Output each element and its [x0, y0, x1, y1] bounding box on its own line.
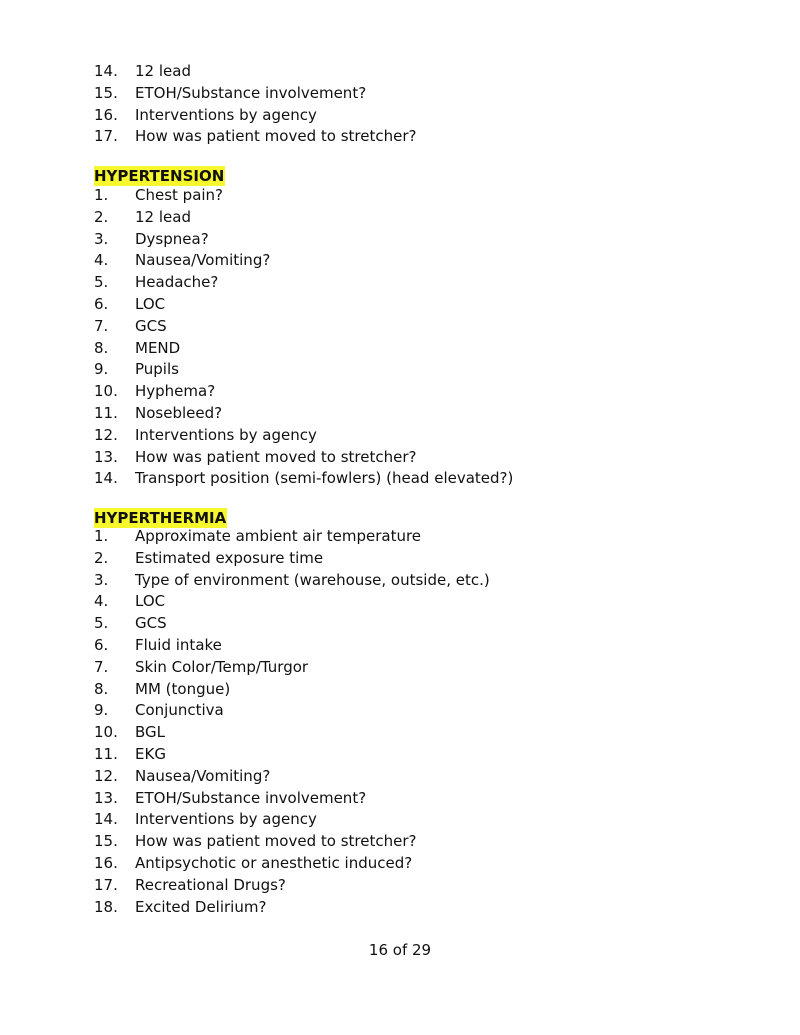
item-text: Excited Delirium?: [135, 897, 267, 916]
item-text: Approximate ambient air temperature: [135, 527, 422, 545]
item-number: 4.: [94, 251, 109, 270]
item-text: MM (tongue): [135, 679, 231, 698]
list-item: [94, 788, 734, 810]
list-item: [94, 679, 734, 701]
list-item: [94, 359, 734, 381]
item-text: Transport position (semi-fowlers) (head elevated?): [135, 469, 514, 488]
item-text: Conjunctiva: [135, 701, 224, 720]
list-item: [94, 185, 734, 207]
continued-list: [94, 61, 734, 148]
list-item: [94, 403, 734, 425]
list-item: [94, 61, 734, 83]
list-item: [94, 657, 734, 679]
item-number: 18.: [94, 897, 118, 916]
item-text: Pupils: [135, 360, 179, 379]
list-item: [94, 338, 734, 360]
hypertension-heading: HYPERTENSION: [94, 167, 225, 185]
item-text: Recreational Drugs?: [135, 875, 286, 894]
item-number: 17.: [94, 875, 118, 894]
item-text: Antipsychotic or anesthetic induced?: [135, 853, 413, 872]
item-text: Nausea/Vomiting?: [135, 766, 271, 785]
list-item: [94, 126, 734, 148]
list-item: [94, 591, 734, 613]
item-number: 5.: [94, 273, 109, 292]
item-number: 9.: [94, 701, 109, 720]
item-number: 15.: [94, 832, 118, 851]
list-item: [94, 447, 734, 469]
item-number: 16.: [94, 105, 118, 124]
item-number: 2.: [94, 207, 109, 226]
list-item: [94, 744, 734, 766]
list-item: [94, 897, 734, 919]
item-number: 17.: [94, 127, 118, 146]
item-number: 8.: [94, 679, 109, 698]
item-text: GCS: [135, 614, 167, 633]
item-text: ETOH/Substance involvement?: [135, 788, 367, 807]
item-text: EKG: [135, 744, 166, 763]
item-text: Nausea/Vomiting?: [135, 251, 271, 270]
item-number: 1.: [94, 186, 109, 204]
list-item: [94, 853, 734, 875]
list-item: [94, 105, 734, 127]
list-item: [94, 229, 734, 251]
list-item: [94, 875, 734, 897]
list-item: [94, 570, 734, 592]
list-item: [94, 700, 734, 722]
item-text: 12 lead: [135, 62, 191, 80]
item-text: Chest pain?: [135, 186, 224, 204]
list-item: [94, 250, 734, 272]
item-number: 3.: [94, 229, 109, 248]
item-number: 11.: [94, 403, 118, 422]
item-number: 2.: [94, 548, 109, 567]
item-number: 15.: [94, 83, 118, 102]
list-item: [94, 722, 734, 744]
item-number: 11.: [94, 744, 118, 763]
item-text: How was patient moved to stretcher?: [135, 447, 417, 466]
list-item: [94, 272, 734, 294]
item-number: 9.: [94, 360, 109, 379]
item-text: MEND: [135, 338, 181, 357]
list-item: [94, 809, 734, 831]
item-number: 12.: [94, 425, 118, 444]
item-text: Dyspnea?: [135, 229, 209, 248]
item-text: Interventions by agency: [135, 105, 317, 124]
list-item: [94, 635, 734, 657]
item-text: ETOH/Substance involvement?: [135, 83, 367, 102]
item-number: 12.: [94, 766, 118, 785]
item-number: 14.: [94, 810, 118, 829]
hyperthermia-heading: HYPERTHERMIA: [94, 509, 227, 527]
list-item: [94, 526, 734, 548]
item-text: LOC: [135, 592, 166, 611]
page-number: 16 of 29: [368, 941, 432, 959]
item-number: 1.: [94, 527, 109, 545]
item-text: GCS: [135, 316, 167, 335]
list-item: [94, 613, 734, 635]
item-number: 7.: [94, 316, 109, 335]
item-number: 10.: [94, 723, 118, 742]
list-item: [94, 468, 734, 490]
item-text: Nosebleed?: [135, 403, 223, 422]
list-item: [94, 83, 734, 105]
list-item: [94, 316, 734, 338]
item-text: BGL: [135, 723, 166, 742]
item-number: 13.: [94, 788, 118, 807]
item-text: Interventions by agency: [135, 425, 317, 444]
item-text: Type of environment (warehouse, outside, etc.): [135, 570, 490, 589]
item-text: Hyphema?: [135, 382, 216, 401]
hypertension-list: [94, 185, 734, 490]
item-text: Headache?: [135, 273, 219, 292]
item-number: 6.: [94, 635, 109, 654]
list-item: [94, 548, 734, 570]
item-text: LOC: [135, 294, 166, 313]
item-number: 10.: [94, 382, 118, 401]
item-text: How was patient moved to stretcher?: [135, 127, 417, 146]
item-number: 3.: [94, 570, 109, 589]
item-number: 4.: [94, 592, 109, 611]
hyperthermia-list: [94, 526, 734, 918]
item-text: Interventions by agency: [135, 810, 317, 829]
item-number: 5.: [94, 614, 109, 633]
list-item: [94, 381, 734, 403]
item-text: Skin Color/Temp/Turgor: [135, 657, 309, 676]
item-number: 16.: [94, 853, 118, 872]
item-number: 7.: [94, 657, 109, 676]
item-number: 8.: [94, 338, 109, 357]
list-item: [94, 294, 734, 316]
list-item: [94, 425, 734, 447]
item-text: 12 lead: [135, 207, 191, 226]
item-text: Fluid intake: [135, 635, 222, 654]
item-number: 13.: [94, 447, 118, 466]
item-text: How was patient moved to stretcher?: [135, 832, 417, 851]
list-item: [94, 207, 734, 229]
item-number: 14.: [94, 469, 118, 488]
list-item: [94, 831, 734, 853]
item-number: 14.: [94, 62, 118, 80]
item-text: Estimated exposure time: [135, 548, 324, 567]
list-item: [94, 766, 734, 788]
item-number: 6.: [94, 294, 109, 313]
